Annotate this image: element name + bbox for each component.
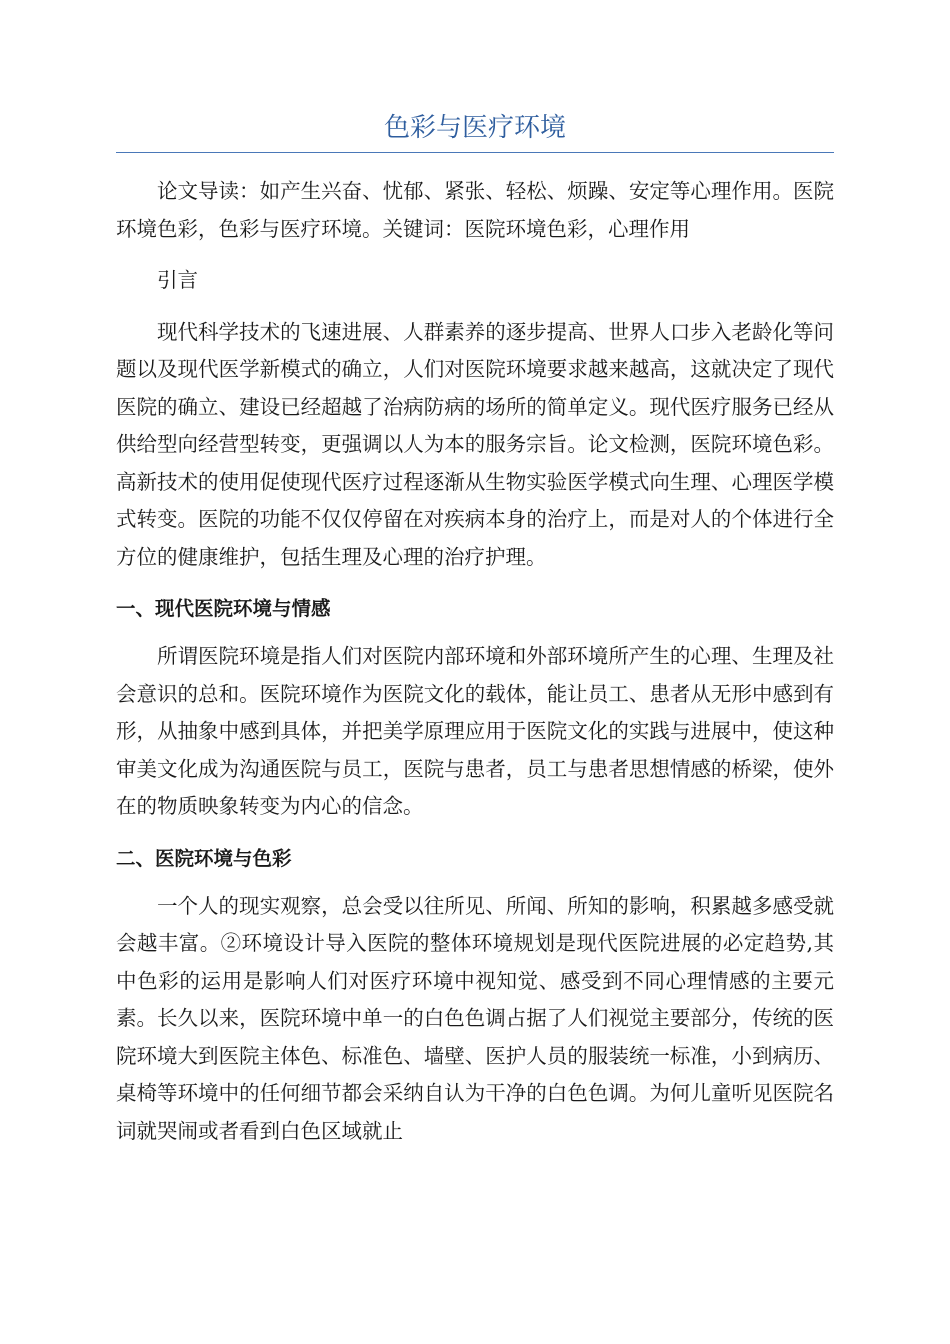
abstract-paragraph: 论文导读：如产生兴奋、忧郁、紧张、轻松、烦躁、安定等心理作用。医院环境色彩，色彩与医疗环境。关键词：医院环境色彩，心理作用 (116, 179, 834, 241)
section-2-paragraph: 一个人的现实观察，总会受以往所见、所闻、所知的影响，积累越多感受就会越丰富。②环境设计导入医院的整体环境规划是现代医院进展的必定趋势,其中色彩的运用是影响人们对医疗环境中视知觉、感受到不同心理情感的主要元素。长久以来，医院环境中单一的白色色调占据了人们视觉主要部分，传统的医院环境大到医院主体色、标准色、墙壁、医护人员的服装统一标准，小到病历、桌椅等环境中的任何细节都会采纳自认为干净的白色色调。为何儿童听见医院名词就哭闹或者看到白色区域就止 (116, 893, 834, 1143)
document-page (116, 110, 834, 1150)
section-1-paragraph: 所谓医院环境是指人们对医院内部环境和外部环境所产生的心理、生理及社会意识的总和。医院环境作为医院文化的载体，能让员工、患者从无形中感到有形，从抽象中感到具体，并把美学原理应用于医院文化的实践与进展中，使这种审美文化成为沟通医院与员工，医院与患者，员工与患者思想情感的桥梁，使外在的物质映象转变为内心的信念。 (116, 644, 834, 818)
intro-paragraph: 现代科学技术的飞速进展、人群素养的逐步提高、世界人口步入老龄化等问题以及现代医学新模式的确立，人们对医院环境要求越来越高，这就决定了现代医院的确立、建设已经超越了治病防病的场所的简单定义。现代医疗服务已经从供给型向经营型转变，更强调以人为本的服务宗旨。论文检测，医院环境色彩。高新技术的使用促使现代医疗过程逐渐从生物实验医学模式向生理、心理医学模式转变。医院的功能不仅仅停留在对疾病本身的治疗上，而是对人的个体进行全方位的健康维护，包括生理及心理的治疗护理。 (116, 319, 834, 569)
document-title: 色彩与医疗环境 (116, 110, 834, 153)
intro-heading: 引言 (157, 268, 198, 292)
section-heading-1: 一、现代医院环境与情感 (116, 597, 331, 620)
section-heading-2: 二、医院环境与色彩 (116, 846, 292, 870)
